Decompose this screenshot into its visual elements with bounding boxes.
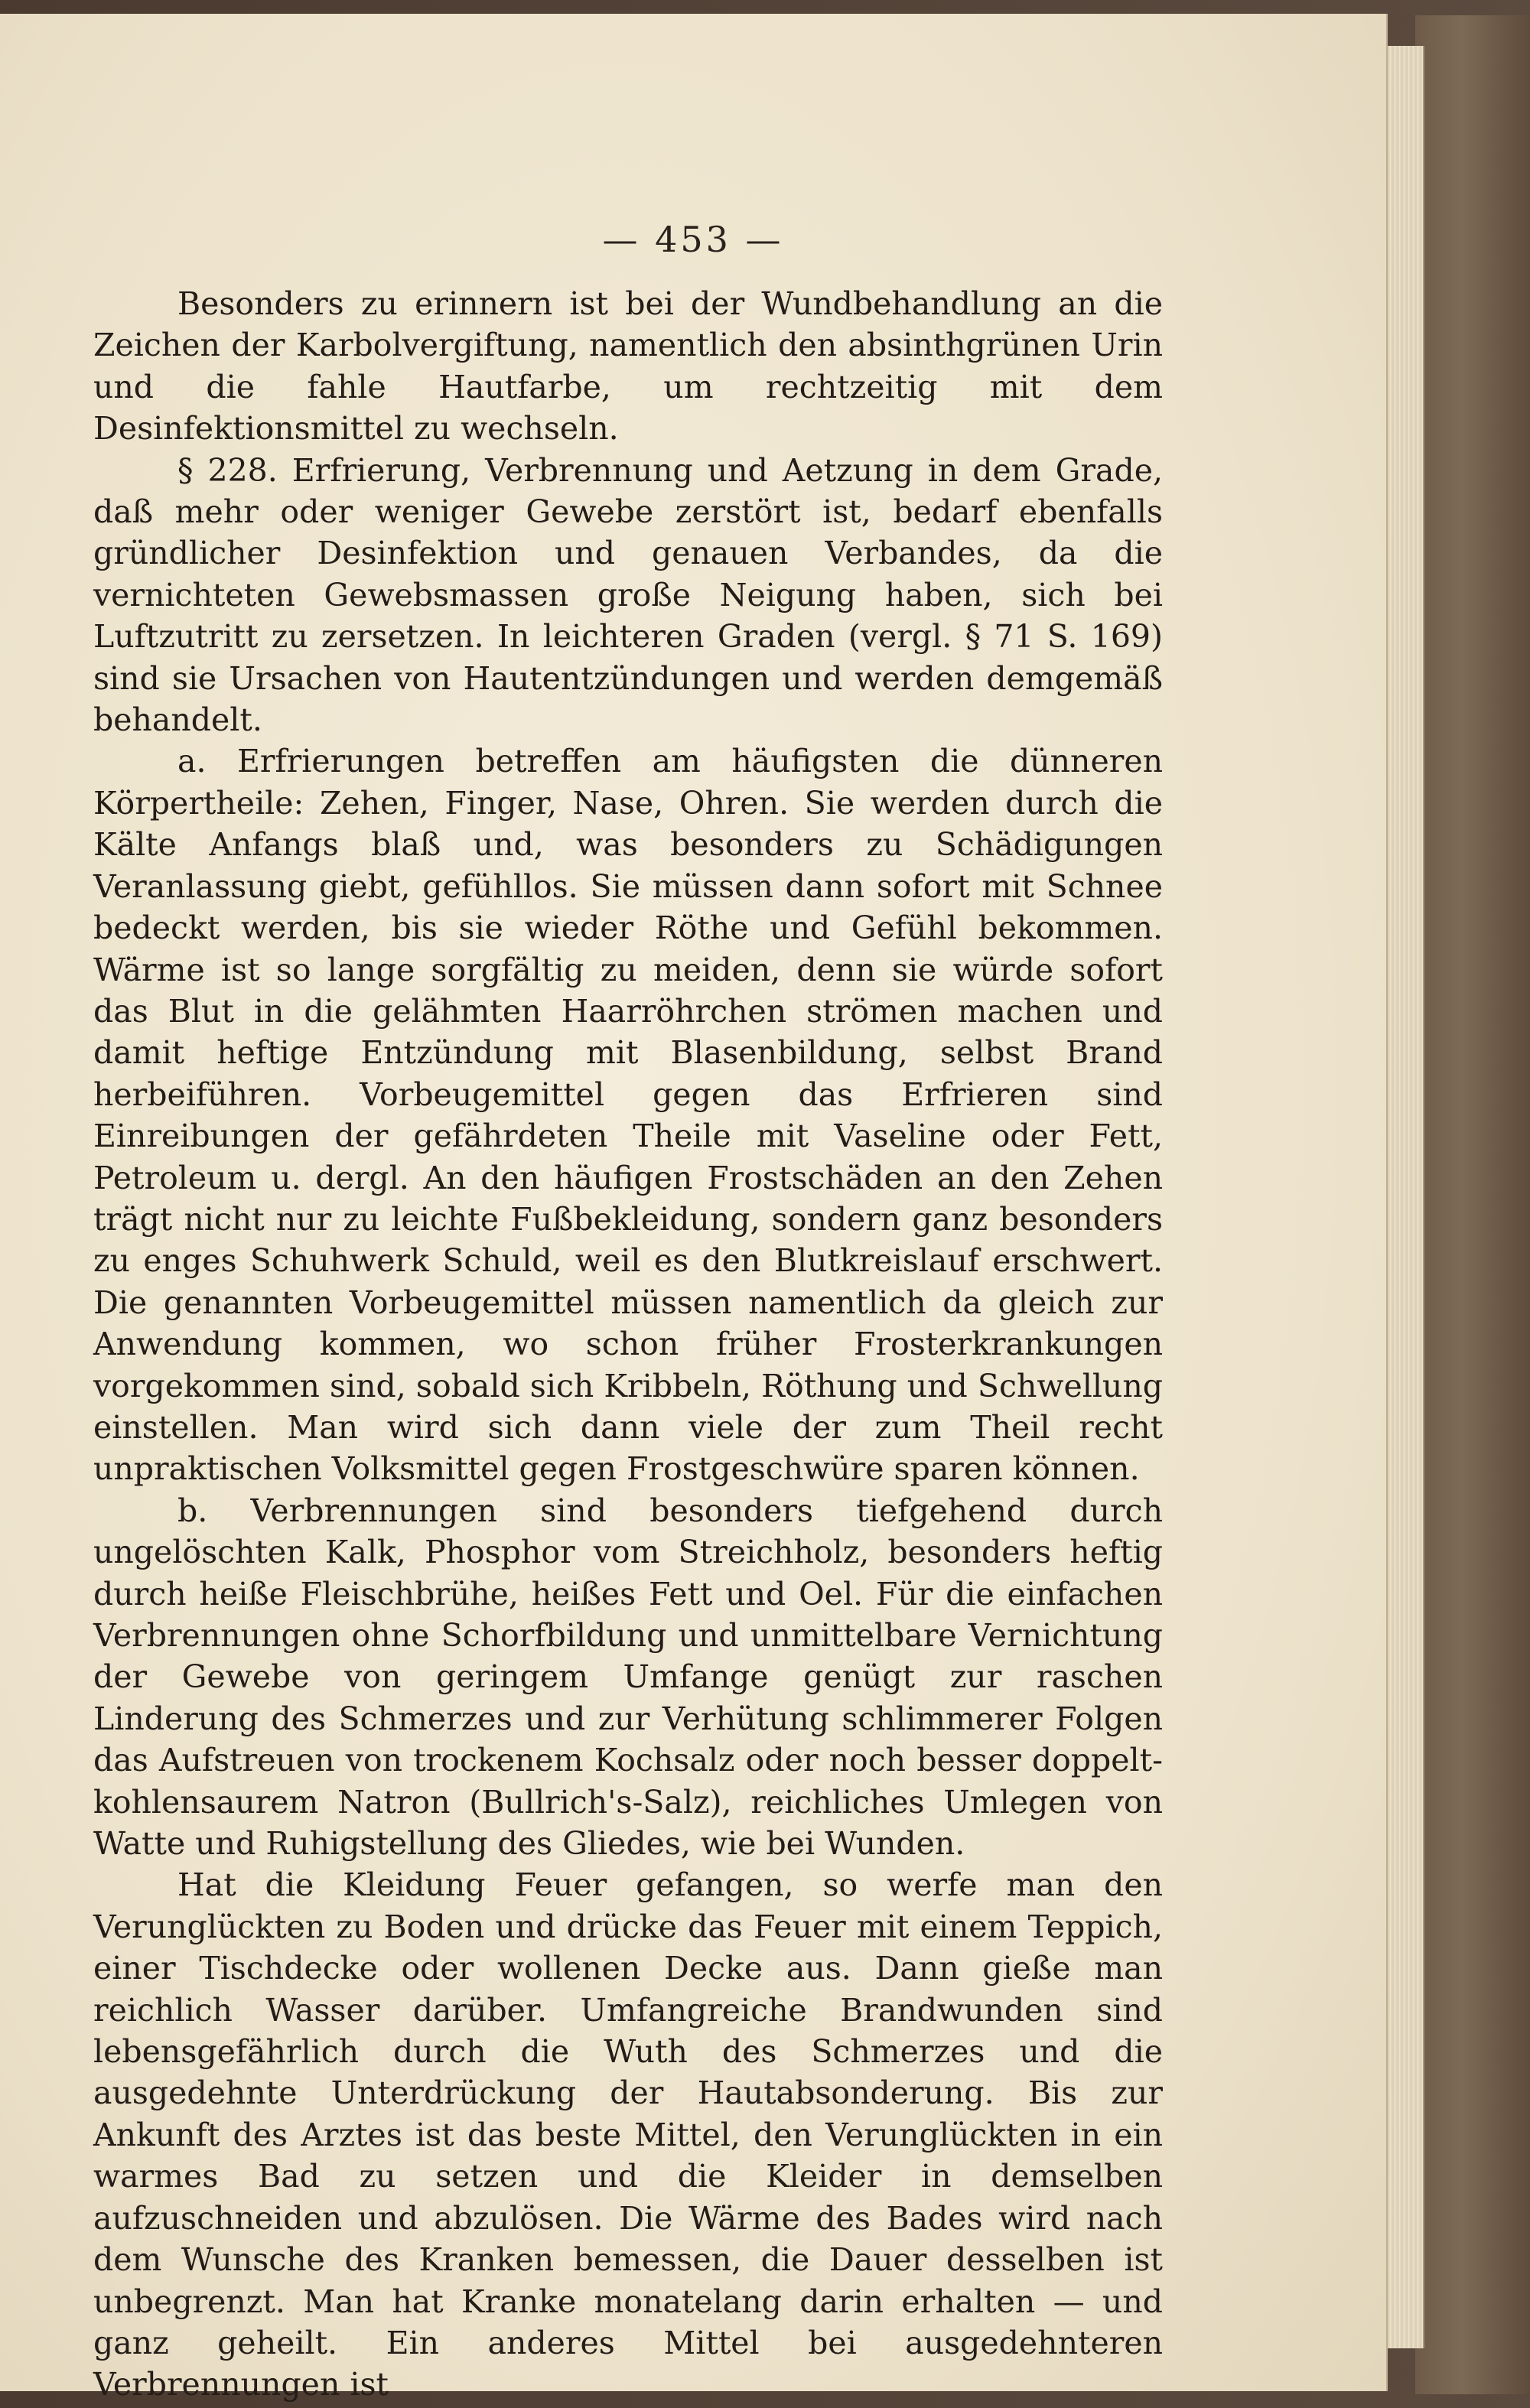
paragraph-3-erfrierungen: a. Erfrierungen betreffen am häufigsten die dünneren Körpertheile: Zehen, Finger, Nase, Ohren. Sie werden durch die Kälte Anfangs blaß und, was besonders zu Schädigungen Veranlassung giebt, gefühllos. Sie müssen dann sofort mit Schnee bedeckt werden, bis sie wieder Röthe und Gefühl bekommen. Wärme ist so lange sorgfältig zu meiden, denn sie würde sofort das Blut in die gelähmten Haarröhrchen strömen machen und damit heftige Entzündung mit Blasenbildung, selbst Brand herbeiführen. Vorbeugemittel gegen das Erfrieren sind Einreibungen der gefährdeten Theile mit Vaseline oder Fett, Petroleum u. dergl. An den häufigen Frostschäden an den Zehen trägt nicht nur zu leichte Fußbekleidung, sondern ganz besonders zu enges Schuhwerk Schuld, weil es den Blutkreislauf erschwert. Die genannten Vorbeugemittel müssen namentlich da gleich zur Anwendung kommen, wo schon früher Frosterkrankungen vorgekommen sind, sobald sich Kribbeln, Röthung und Schwellung einstellen. Man wird sich dann viele der zum Theil recht unpraktischen Volksmittel gegen Frostgeschwüre sparen können. [93, 743, 1163, 1488]
paragraph-1: Besonders zu erinnern ist bei der Wundbehandlung an die Zeichen der Karbolvergiftung, namentlich den absinthgrünen Urin und die fahle Hautfarbe, um rechtzeitig mit dem Desinfektionsmittel zu wechseln. [93, 285, 1163, 447]
paragraph-2-section-228: § 228. Erfrierung, Verbrennung und Aetzung in dem Grade, daß mehr oder weniger Gewebe zerstört ist, bedarf ebenfalls gründlicher Desinfektion und genauen Verbandes, da die vernichteten Gewebsmassen große Neigung haben, sich bei Luftzutritt zu zersetzen. In leichteren Graden (vergl. § 71 S. 169) sind sie Ursachen von Hautentzündungen und werden demgemäß behandelt. [93, 451, 1163, 739]
book-page [0, 14, 1388, 2403]
page-number: — 453 — [602, 219, 784, 260]
book-cover-edge [1415, 15, 1530, 2394]
body-text [93, 283, 1163, 2406]
paragraph-4-verbrennungen: b. Verbrennungen sind besonders tiefgehend durch ungelöschten Kalk, Phosphor vom Streichholz, besonders heftig durch heiße Fleischbrühe, heißes Fett und Oel. Für die einfachen Verbrennungen ohne Schorfbildung und unmittelbare Vernichtung der Gewebe von geringem Umfange genügt zur raschen Linderung des Schmerzes und zur Verhütung schlimmerer Folgen das Aufstreuen von trockenem Kochsalz oder noch besser doppelt-kohlensaurem Natron (Bullrich's-Salz), reichliches Umlegen von Watte und Ruhigstellung des Gliedes, wie bei Wunden. [93, 1492, 1163, 1863]
paragraph-5-kleidung-feuer: Hat die Kleidung Feuer gefangen, so werfe man den Verunglückten zu Boden und drücke das Feuer mit einem Teppich, einer Tischdecke oder wollenen Decke aus. Dann gieße man reichlich Wasser darüber. Umfangreiche Brandwunden sind lebensgefährlich durch die Wuth des Schmerzes und die ausgedehnte Unterdrückung der Hautabsonderung. Bis zur Ankunft des Arztes ist das beste Mittel, den Verunglückten in ein warmes Bad zu setzen und die Kleider in demselben aufzuschneiden und abzulösen. Die Wärme des Bades wird nach dem Wunsche des Kranken bemessen, die Dauer desselben ist unbegrenzt. Man hat Kranke monatelang darin erhalten — und ganz geheilt. Ein anderes Mittel bei ausgedehnteren Verbrennungen ist [93, 1866, 1163, 2403]
